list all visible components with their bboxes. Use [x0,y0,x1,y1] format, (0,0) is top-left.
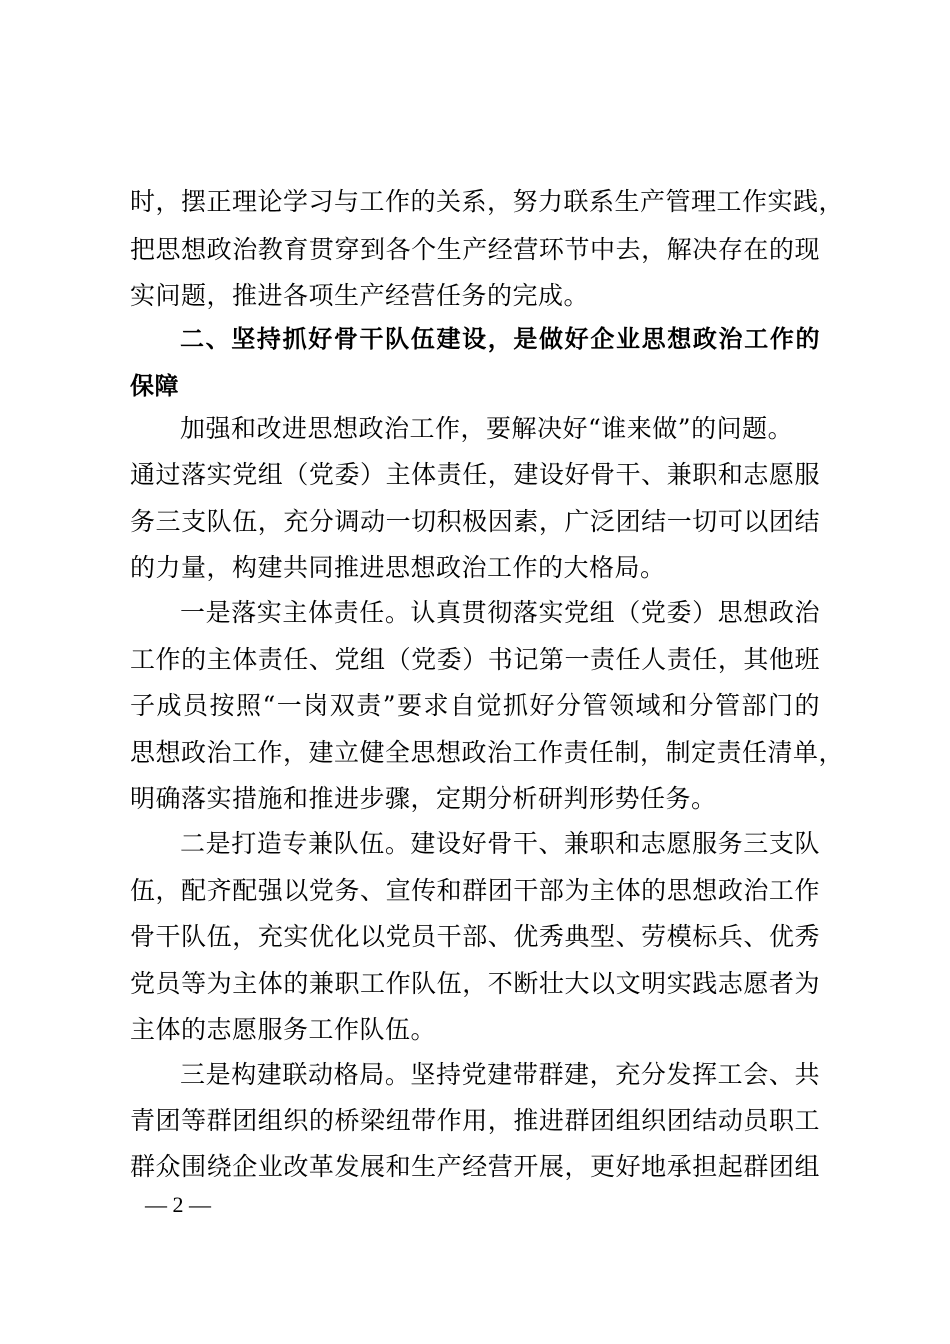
paragraph-line: 群众围绕企业改革发展和生产经营开展，更好地承担起群团组 [130,1152,820,1181]
paragraph-line: 务三支队伍，充分调动一切积极因素，广泛团结一切可以团结 [130,507,820,536]
paragraph-line: 三是构建联动格局。坚持党建带群建，充分发挥工会、共 [180,1060,820,1089]
paragraph-line: 加强和改进思想政治工作，要解决好“谁来做”的问题。 [180,414,794,443]
paragraph-line: 明确落实措施和推进步骤，定期分析研判形势任务。 [130,784,717,813]
paragraph-line: 工作的主体责任、党组（党委）书记第一责任人责任，其他班 [130,645,820,674]
paragraph-line: 实问题，推进各项生产经营任务的完成。 [130,281,590,310]
paragraph-line: 思想政治工作，建立健全思想政治工作责任制，制定责任清单， [130,738,845,767]
paragraph-line: 把思想政治教育贯穿到各个生产经营环节中去，解决存在的现 [130,235,820,264]
paragraph-line: 时，摆正理论学习与工作的关系，努力联系生产管理工作实践， [130,187,845,216]
paragraph-line: 青团等群团组织的桥梁纽带作用，推进群团组织团结动员职工 [130,1106,820,1135]
paragraph-line: 通过落实党组（党委）主体责任，建设好骨干、兼职和志愿服 [130,460,820,489]
paragraph-line: 主体的志愿服务工作队伍。 [130,1015,437,1044]
section-heading-line: 保障 [130,372,179,400]
paragraph-line: 伍，配齐配强以党务、宣传和群团干部为主体的思想政治工作 [130,876,820,905]
paragraph-line: 二是打造专兼队伍。建设好骨干、兼职和志愿服务三支队 [180,829,820,858]
paragraph-line: 一是落实主体责任。认真贯彻落实党组（党委）思想政治 [180,598,820,627]
paragraph-line: 党员等为主体的兼职工作队伍，不断壮大以文明实践志愿者为 [130,969,820,998]
paragraph-line: 的力量，构建共同推进思想政治工作的大格局。 [130,553,666,582]
page-number: — 2 — [145,1192,211,1217]
section-heading-line: 二、坚持抓好骨干队伍建设，是做好企业思想政治工作的 [180,325,820,353]
paragraph-line: 子成员按照“一岗双责”要求自觉抓好分管领域和分管部门的 [130,691,820,720]
paragraph-line: 骨干队伍，充实优化以党员干部、优秀典型、劳模标兵、优秀 [130,922,820,951]
